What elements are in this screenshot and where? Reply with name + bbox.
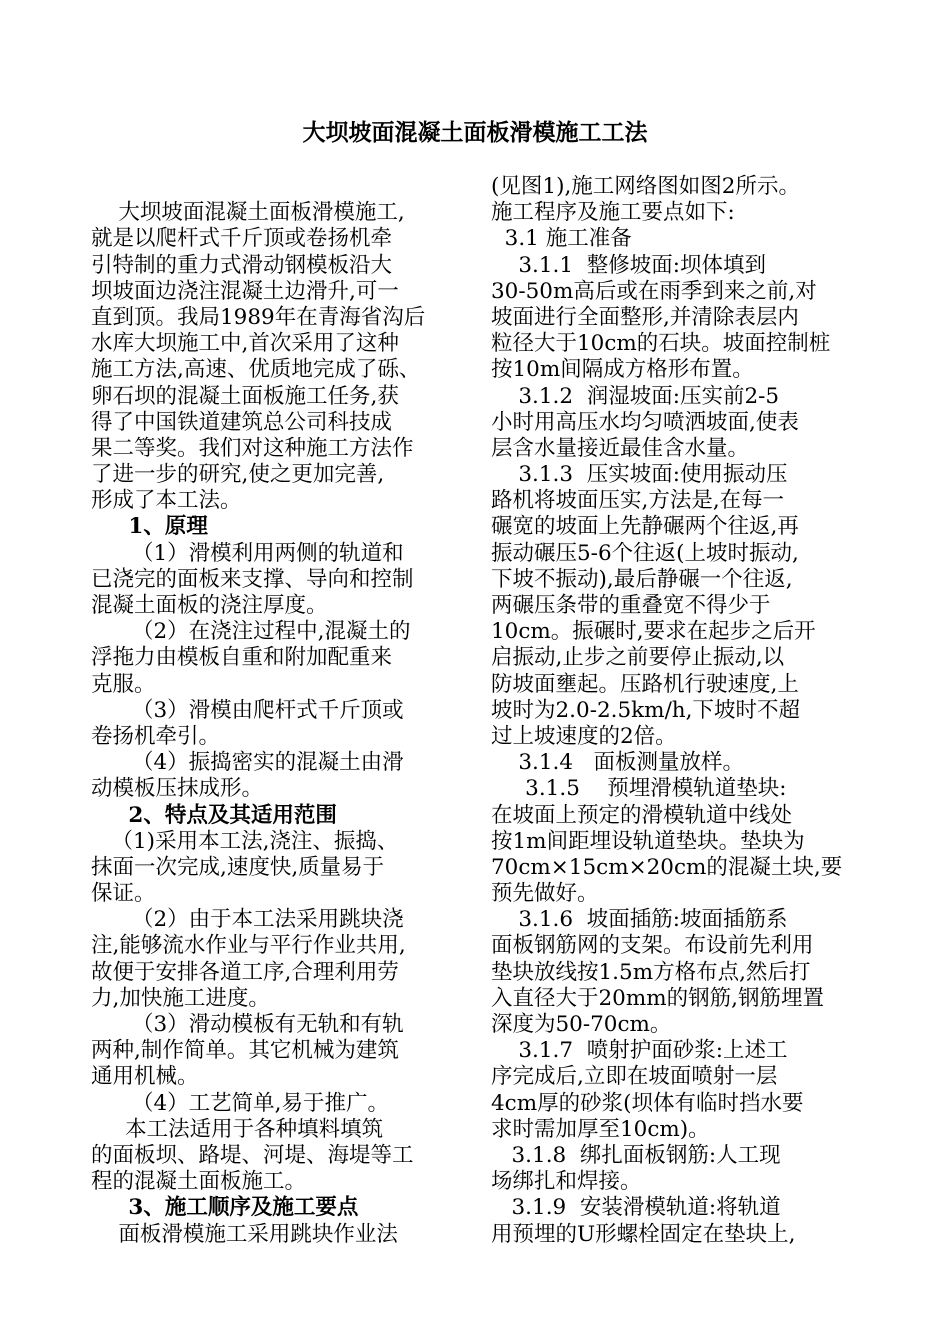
text-line: 路机将坡面压实,方法是,在每一 xyxy=(491,488,785,514)
text-line: (见图1),施工网络图如图2所示。 xyxy=(491,174,800,199)
text-line: 用预埋的U形螺栓固定在垫块上, xyxy=(491,1221,796,1247)
text-line: 得了中国铁道建筑总公司科技成 xyxy=(91,409,393,435)
text-line: 按10m间隔成方格形布置。 xyxy=(491,357,754,383)
text-line: 振动碾压5-6个往返(上坡时振动, xyxy=(491,540,799,566)
text-line: 3.1.3 压实坡面:使用振动压 xyxy=(491,462,788,488)
text-line: 10cm。振碾时,要求在起步之后开 xyxy=(491,619,816,645)
text-line: 就是以爬杆式千斤顶或卷扬机牵 xyxy=(91,226,393,252)
text-line: 4cm厚的砂浆(坝体有临时挡水要 xyxy=(491,1090,804,1116)
section-heading-principle: 1、原理 xyxy=(91,514,208,540)
text-line: 坡时为2.0-2.5km/h,下坡时不超 xyxy=(491,697,800,723)
text-line: 克服。 xyxy=(91,671,156,697)
text-line: 按1m间距埋设轨道垫块。垫块为 xyxy=(491,828,805,854)
text-line: 果二等奖。我们对这种施工方法作 xyxy=(91,435,414,461)
text-line: （3）滑模由爬杆式千斤顶或 xyxy=(91,697,404,723)
text-line: 深度为50-70cm。 xyxy=(491,1012,672,1037)
text-line: 卷扬机牵引。 xyxy=(91,723,221,749)
text-line: 3.1.9 安装滑模轨道:将轨道 xyxy=(491,1195,781,1221)
text-line: 过上坡速度的2倍。 xyxy=(491,723,677,749)
text-line: 动模板压抹成形。 xyxy=(91,776,264,802)
left-column xyxy=(91,174,471,1248)
text-line: 卵石坝的混凝土面板施工任务,获 xyxy=(91,383,399,409)
text-line: （2）在浇注过程中,混凝土的 xyxy=(91,619,411,645)
text-line: 了进一步的研究,使之更加完善, xyxy=(91,462,385,488)
text-line: （1）滑模利用两侧的轨道和 xyxy=(91,540,404,566)
text-line: 本工法适用于各种填料填筑 xyxy=(91,1116,384,1142)
text-line: 坡面进行全面整形,并清除表层内 xyxy=(491,304,799,330)
text-line: 70cm×15cm×20cm的混凝土块,要 xyxy=(491,854,843,880)
text-line: 注,能够流水作业与平行作业共用, xyxy=(91,933,406,959)
text-line: 两种,制作简单。其它机械为建筑 xyxy=(91,1038,399,1064)
text-line xyxy=(91,174,471,200)
text-line: 故便于安排各道工序,合理利用劳 xyxy=(91,959,399,985)
text-line: 施工方法,高速、优质地完成了砾、 xyxy=(91,357,421,383)
text-line: 力,加快施工进度。 xyxy=(91,985,270,1011)
text-line: 粒径大于10cm的石块。坡面控制桩 xyxy=(491,331,831,357)
text-line: 面板钢筋网的支架。布设前先利用 xyxy=(491,933,814,959)
right-column xyxy=(491,174,871,1248)
section-heading-procedure: 3、施工顺序及施工要点 xyxy=(91,1195,359,1221)
text-line: 3.1.5 预埋滑模轨道垫块: xyxy=(491,776,787,802)
text-line: （1)采用本工法,浇注、振捣、 xyxy=(91,828,399,854)
text-line: 通用机械。 xyxy=(91,1064,199,1090)
text-line: 序完成后,立即在坡面喷射一层 xyxy=(491,1064,778,1090)
text-line: 垫块放线按1.5m方格布点,然后打 xyxy=(491,959,811,985)
text-line: 3.1.6 坡面插筋:坡面插筋系 xyxy=(491,907,788,933)
text-line: （3）滑动模板有无轨和有轨 xyxy=(91,1012,404,1037)
text-line: 的面板坝、路堤、河堤、海堤等工 xyxy=(91,1142,414,1168)
text-line: 场绑扎和焊接。 xyxy=(491,1169,642,1195)
text-line: （2）由于本工法采用跳块浇 xyxy=(91,907,404,933)
text-line: 3.1.4 面板测量放样。 xyxy=(491,750,745,776)
text-line: 两碾压条带的重叠宽不得少于 xyxy=(491,593,771,618)
text-line: 预先做好。 xyxy=(491,881,599,907)
text-line: 形成了本工法。 xyxy=(91,488,242,514)
text-line: 入直径大于20mm的钢筋,钢筋埋置 xyxy=(491,985,824,1011)
text-line: 水库大坝施工中,首次采用了这种 xyxy=(91,331,399,357)
text-line: 施工程序及施工要点如下: xyxy=(491,200,735,226)
text-line: 3.1.7 喷射护面砂浆:上述工 xyxy=(491,1038,788,1064)
text-line: 下坡不振动),最后静碾一个往返, xyxy=(491,566,793,592)
text-line: 引特制的重力式滑动钢模板沿大 xyxy=(91,252,393,278)
text-line: 已浇完的面板来支撑、导向和控制 xyxy=(91,566,414,592)
text-line: 混凝土面板的浇注厚度。 xyxy=(91,593,328,618)
text-line: （4）工艺简单,易于推广。 xyxy=(91,1090,390,1116)
text-line: 保证。 xyxy=(91,881,156,907)
text-line: 直到顶。我局1989年在青海省沟后 xyxy=(91,304,426,330)
text-line: 程的混凝土面板施工。 xyxy=(91,1169,307,1195)
document-title: 大坝坡面混凝土面板滑模施工工法 xyxy=(302,119,648,146)
text-line: 层含水量接近最佳含水量。 xyxy=(491,435,750,461)
text-line: 3.1.8 绑扎面板钢筋:人工现 xyxy=(491,1142,781,1168)
text-line: 3.1.2 润湿坡面:压实前2-5 xyxy=(491,383,780,409)
text-line: 面板滑模施工采用跳块作业法 xyxy=(91,1221,398,1247)
text-line: 启振动,止步之前要停止振动,以 xyxy=(491,645,785,671)
text-line: 浮拖力由模板自重和附加配重来 xyxy=(91,645,393,671)
text-line: 抹面一次完成,速度快,质量易于 xyxy=(91,854,385,880)
text-line: 坝坡面边浇注混凝土边滑升,可一 xyxy=(91,278,399,304)
text-line: 在坡面上预定的滑模轨道中线处 xyxy=(491,802,793,828)
text-line: 碾宽的坡面上先静碾两个往返,再 xyxy=(491,514,799,540)
text-line: 大坝坡面混凝土面板滑模施工, xyxy=(91,200,405,226)
text-line: 30-50m高后或在雨季到来之前,对 xyxy=(491,278,817,304)
text-line: 求时需加厚至10cm)。 xyxy=(491,1116,710,1142)
subsection-heading: 3.1 施工准备 xyxy=(491,226,632,252)
text-line: 小时用高压水均匀喷洒坡面,使表 xyxy=(491,409,799,435)
text-line: 防坡面壅起。压路机行驶速度,上 xyxy=(491,671,799,697)
section-heading-features: 2、特点及其适用范围 xyxy=(91,802,337,828)
text-line: 3.1.1 整修坡面:坝体填到 xyxy=(491,252,766,278)
text-line: （4）振捣密实的混凝土由滑 xyxy=(91,750,404,776)
